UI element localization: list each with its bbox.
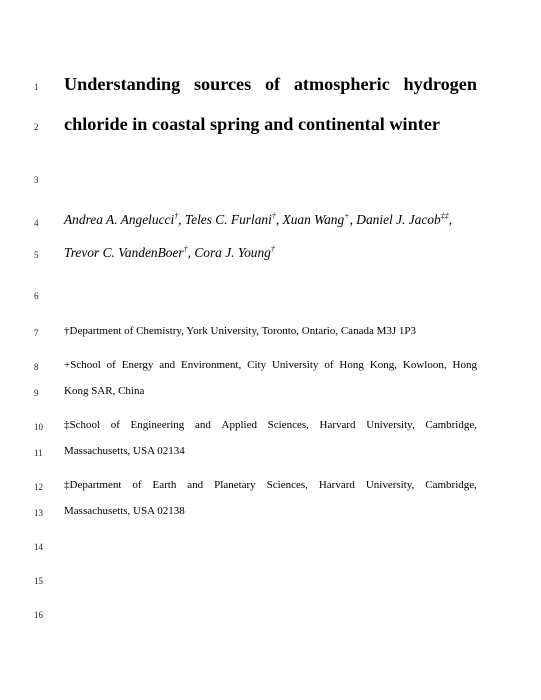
- line-number: 10: [34, 422, 43, 432]
- author-name: Teles C. Furlani: [184, 212, 272, 227]
- line-number: 1: [34, 82, 39, 92]
- line-number: 6: [34, 291, 39, 301]
- aff-word: Sciences,: [266, 479, 308, 491]
- line-number: 15: [34, 576, 43, 586]
- affiliation-mark: †: [183, 244, 188, 254]
- affiliation-3-line-1: [64, 419, 477, 431]
- aff-word: Hong: [339, 359, 364, 371]
- affiliation-3-line-2: Massachusetts, USA 02134: [64, 445, 185, 457]
- author-name: Cora J. Young: [194, 245, 271, 260]
- affiliation-2-line-2: Kong SAR, China: [64, 385, 145, 397]
- author-name: Trevor C. VandenBoer: [64, 245, 184, 260]
- paper-title-line-1: [64, 74, 477, 95]
- aff-word: of: [106, 359, 116, 371]
- affiliation-mark: †: [174, 211, 179, 221]
- aff-word: Energy: [121, 359, 154, 371]
- line-number: 4: [34, 218, 39, 228]
- aff-word: Earth: [152, 479, 177, 491]
- author-name: Andrea A. Angelucci: [64, 212, 175, 227]
- affiliation-2-line-1: [64, 359, 477, 371]
- line-number: 3: [34, 175, 39, 185]
- affiliation-mark: +: [344, 211, 350, 221]
- aff-word: Planetary: [214, 479, 256, 491]
- line-number: 11: [34, 448, 43, 458]
- paper-title-line-2: chloride in coastal spring and continental winter: [64, 114, 440, 134]
- line-number: 16: [34, 610, 43, 620]
- affiliation-4-line-1: [64, 479, 477, 491]
- aff-word: University: [271, 359, 319, 371]
- aff-word: ‡Department: [64, 479, 122, 491]
- aff-word: Applied: [221, 419, 257, 431]
- aff-word: and: [187, 479, 204, 491]
- line-number: 5: [34, 250, 39, 260]
- author-name: Xuan Wang: [282, 212, 345, 227]
- aff-word: Engineering: [130, 419, 185, 431]
- aff-word: and: [159, 359, 176, 371]
- aff-word: Kowloon,: [402, 359, 447, 371]
- aff-word: Sciences,: [267, 419, 309, 431]
- author-line-1: Andrea A. Angelucci†, Teles C. Furlani†, Xuan Wang+, Daniel J. Jacob‡‡,: [64, 211, 453, 227]
- aff-word: Cambridge,: [425, 419, 477, 431]
- affiliation-mark: †: [270, 244, 275, 254]
- aff-word: Harvard: [319, 419, 356, 431]
- line-number: 7: [34, 328, 39, 338]
- aff-word: Kong,: [369, 359, 397, 371]
- line-number: 14: [34, 542, 43, 552]
- line-number: 9: [34, 388, 39, 398]
- aff-word: Cambridge,: [425, 479, 477, 491]
- title-word: of: [264, 74, 281, 94]
- aff-word: University,: [365, 479, 415, 491]
- line-number: 12: [34, 482, 43, 492]
- author-name: Daniel J. Jacob: [356, 212, 441, 227]
- aff-word: of: [132, 479, 142, 491]
- line-number: 13: [34, 508, 43, 518]
- author-line-2: Trevor C. VandenBoer†, Cora J. Young†: [64, 244, 275, 260]
- aff-word: Harvard: [318, 479, 355, 491]
- affiliation-1: †Department of Chemistry, York University, Toronto, Ontario, Canada M3J 1P3: [64, 325, 417, 337]
- affiliation-mark: †: [271, 211, 276, 221]
- aff-word: University,: [366, 419, 415, 431]
- aff-word: of: [110, 419, 120, 431]
- aff-word: City: [247, 359, 267, 371]
- line-number: 8: [34, 362, 39, 372]
- title-word: Understanding: [64, 74, 181, 94]
- title-word: sources: [193, 74, 252, 94]
- aff-word: Hong: [452, 359, 477, 371]
- aff-word: Environment,: [181, 359, 242, 371]
- title-word: atmospheric: [293, 74, 390, 94]
- affiliation-mark: ‡‡: [440, 211, 449, 221]
- line-number: 2: [34, 122, 39, 132]
- affiliation-4-line-2: Massachusetts, USA 02138: [64, 505, 185, 517]
- aff-word: ‡School: [64, 419, 101, 431]
- aff-word: of: [324, 359, 334, 371]
- title-word: hydrogen: [403, 74, 477, 94]
- aff-word: and: [194, 419, 211, 431]
- aff-word: +School: [64, 359, 101, 371]
